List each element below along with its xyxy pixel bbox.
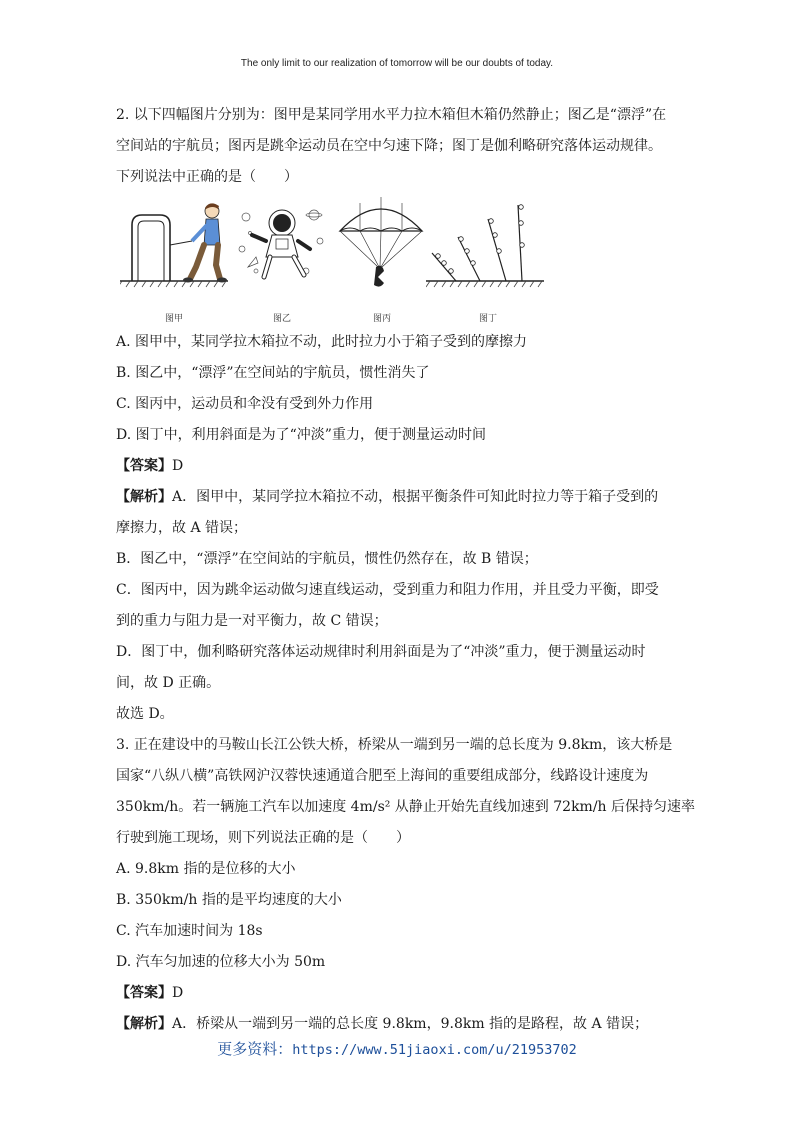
- figure-yi-caption: 图乙: [272, 314, 291, 324]
- page-content: [116, 100, 696, 1040]
- q2-answer: [116, 451, 676, 482]
- q2-analysis-line-5: 到的重力与阻力是一对平衡力，故 C 错误；: [116, 613, 388, 629]
- q2-analysis-text-1: A．图甲中，某同学拉木箱拉不动，根据平衡条件可知此时拉力等于箱子受到的: [172, 489, 659, 505]
- q3-analysis-line-1: [116, 1009, 676, 1040]
- q3-stem-line-2: 国家“八纵八横”高铁网沪汉蓉快速通道合肥至上海间的重要组成部分，线路设计速度为: [116, 768, 649, 784]
- q2-stem-line-1: 2. 以下四幅图片分别为：图甲是某同学用水平力拉木箱但木箱仍然静止；图乙是“漂浮”在: [116, 107, 667, 123]
- q2-answer-value: D: [172, 458, 184, 474]
- q3-option-c: C. 汽车加速时间为 18s: [116, 923, 263, 939]
- parachute-illustration: [338, 197, 424, 309]
- q3-option-b: B. 350km/h 指的是平均速度的大小: [116, 892, 342, 908]
- q2-analysis-line-8: 故选 D。: [116, 706, 174, 722]
- astronaut-illustration: [236, 197, 328, 309]
- q2-answer-tag: 【答案】: [116, 458, 172, 474]
- inclined-plane-illustration: [426, 197, 546, 309]
- q2-option-b: B. 图乙中，“漂浮”在空间站的宇航员，惯性消失了: [116, 365, 430, 381]
- q2-option-d: D. 图丁中，利用斜面是为了“冲淡”重力，便于测量运动时间: [116, 427, 486, 443]
- q3-analysis-tag: 【解析】: [116, 1016, 172, 1032]
- q2-option-a: A. 图甲中，某同学拉木箱拉不动，此时拉力小于箱子受到的摩擦力: [116, 334, 528, 350]
- q2-analysis-line-6: D．图丁中，伽利略研究落体运动规律时利用斜面是为了“冲淡”重力，便于测量运动时: [116, 644, 646, 660]
- q3-stem-line-3: 350km/h。若一辆施工汽车以加速度 4m/s² 从静止开始先直线加速到 72km/h 后保持匀速率: [116, 799, 696, 815]
- q3-analysis-text-1: A．桥梁从一端到另一端的总长度 9.8km，9.8km 指的是路程，故 A 错误；: [172, 1016, 649, 1032]
- figure-jia: [120, 197, 230, 324]
- q3-option-a: A. 9.8km 指的是位移的大小: [116, 861, 296, 877]
- figure-yi: [236, 197, 328, 324]
- figure-jia-caption: 图甲: [164, 314, 183, 324]
- figure-bing-caption: 图丙: [372, 314, 391, 324]
- q2-stem-line-3: 下列说法中正确的是（ ）: [116, 169, 298, 185]
- q2-stem-line-2: 空间站的宇航员；图丙是跳伞运动员在空中匀速下降；图丁是伽利略研究落体运动规律。: [116, 138, 662, 154]
- q3-answer: [116, 978, 676, 1009]
- footer-label: 更多资料：: [217, 1040, 293, 1058]
- q3-stem-line-4: 行驶到施工现场，则下列说法正确的是（ ）: [116, 830, 410, 846]
- q2-option-c: C. 图丙中，运动员和伞没有受到外力作用: [116, 396, 374, 412]
- q2-analysis-line-3: B．图乙中，“漂浮”在空间站的宇航员，惯性仍然存在，故 B 错误；: [116, 551, 538, 567]
- q3-answer-value: D: [172, 985, 184, 1001]
- q2-analysis-line-1: [116, 482, 676, 513]
- figure-bing: [338, 197, 424, 324]
- q2-analysis-line-7: 间，故 D 正确。: [116, 675, 221, 691]
- q2-analysis-tag: 【解析】: [116, 489, 172, 505]
- footer-resource-link[interactable]: [0, 1038, 794, 1059]
- q2-analysis-line-2: 摩擦力，故 A 错误；: [116, 520, 248, 536]
- q2-figures: [116, 197, 676, 323]
- header-motto: The only limit to our realization of tomorrow will be our doubts of today.: [240, 58, 554, 69]
- q3-stem-line-1: 3. 正在建设中的马鞍山长江公铁大桥，桥梁从一端到另一端的总长度为 9.8km，该大桥是: [116, 737, 673, 753]
- footer-url-link[interactable]: https://www.51jiaoxi.com/u/21953702: [292, 1042, 577, 1058]
- q2-analysis-line-4: C．图丙中，因为跳伞运动做匀速直线运动，受到重力和阻力作用，并且受力平衡，即受: [116, 582, 659, 598]
- q3-answer-tag: 【答案】: [116, 985, 172, 1001]
- figure-ding: [426, 197, 546, 324]
- box-pull-illustration: [120, 197, 230, 309]
- q3-option-d: D. 汽车匀加速的位移大小为 50m: [116, 954, 326, 970]
- figure-ding-caption: 图丁: [478, 314, 497, 324]
